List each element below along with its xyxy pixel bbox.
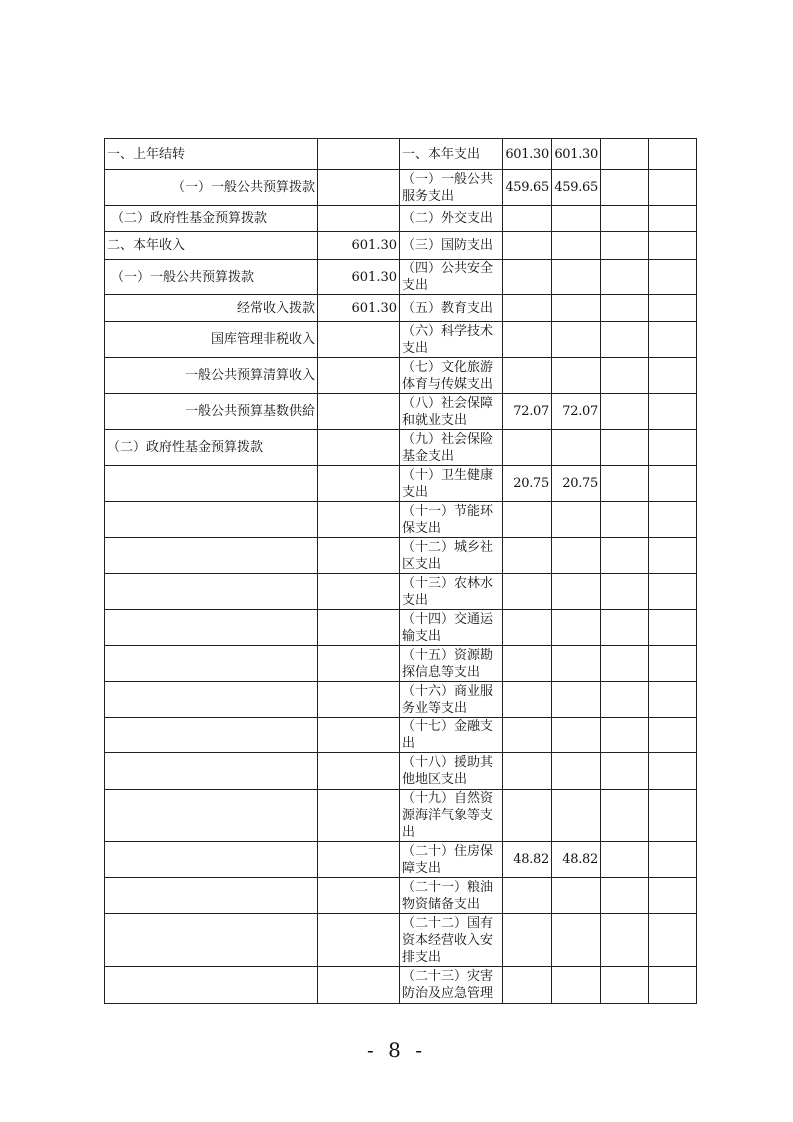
other-cell bbox=[649, 358, 697, 394]
other-cell bbox=[649, 322, 697, 358]
fund-budget-cell bbox=[601, 358, 649, 394]
income-amount-cell bbox=[318, 206, 400, 232]
general-budget-cell bbox=[552, 502, 601, 538]
general-budget-cell: 48.82 bbox=[552, 842, 601, 878]
income-amount-cell bbox=[318, 842, 400, 878]
expense-item-cell: （十四）交通运输支出 bbox=[400, 610, 503, 646]
table-row bbox=[105, 574, 697, 610]
other-cell bbox=[649, 206, 697, 232]
income-amount-cell bbox=[318, 170, 400, 206]
page-number: - 8 - bbox=[367, 1038, 426, 1062]
income-amount-cell bbox=[318, 610, 400, 646]
income-amount-cell bbox=[318, 322, 400, 358]
fund-budget-cell bbox=[601, 466, 649, 502]
fund-budget-cell bbox=[601, 610, 649, 646]
fund-budget-cell bbox=[601, 430, 649, 466]
other-cell bbox=[649, 842, 697, 878]
income-item-cell: 经常收入拨款 bbox=[105, 295, 318, 322]
general-budget-cell: 20.75 bbox=[552, 466, 601, 502]
income-item-cell: 一般公共预算清算收入 bbox=[105, 358, 318, 394]
general-budget-cell bbox=[552, 322, 601, 358]
table-row bbox=[105, 322, 697, 358]
expense-total-cell bbox=[503, 718, 552, 753]
income-item-cell: 国库管理非税收入 bbox=[105, 322, 318, 358]
expense-item-cell: 一、本年支出 bbox=[400, 139, 503, 170]
income-amount-cell bbox=[318, 878, 400, 914]
general-budget-cell bbox=[552, 753, 601, 790]
other-cell bbox=[649, 914, 697, 967]
table-row bbox=[105, 967, 697, 1004]
general-budget-cell: 601.30 bbox=[552, 139, 601, 170]
expense-item-cell: （二十三）灾害防治及应急管理 bbox=[400, 967, 503, 1004]
income-amount-cell bbox=[318, 358, 400, 394]
expense-total-cell bbox=[503, 574, 552, 610]
fund-budget-cell bbox=[601, 502, 649, 538]
income-item-cell bbox=[105, 914, 318, 967]
expense-total-cell bbox=[503, 206, 552, 232]
fund-budget-cell bbox=[601, 394, 649, 430]
fund-budget-cell bbox=[601, 646, 649, 682]
general-budget-cell bbox=[552, 538, 601, 574]
table-row bbox=[105, 610, 697, 646]
expense-item-cell: （二十二）国有资本经营收入安排支出 bbox=[400, 914, 503, 967]
income-amount-cell: 601.30 bbox=[318, 260, 400, 295]
expense-total-cell bbox=[503, 295, 552, 322]
table-row bbox=[105, 139, 697, 170]
income-amount-cell bbox=[318, 394, 400, 430]
expense-item-cell: （十二）城乡社区支出 bbox=[400, 538, 503, 574]
expense-item-cell: （八）社会保障和就业支出 bbox=[400, 394, 503, 430]
income-item-cell bbox=[105, 610, 318, 646]
expense-item-cell: （十）卫生健康支出 bbox=[400, 466, 503, 502]
expense-item-cell: （十六）商业服务业等支出 bbox=[400, 682, 503, 718]
fund-budget-cell bbox=[601, 842, 649, 878]
expense-item-cell: （四）公共安全支出 bbox=[400, 260, 503, 295]
table-row bbox=[105, 790, 697, 842]
income-item-cell bbox=[105, 718, 318, 753]
other-cell bbox=[649, 170, 697, 206]
income-item-cell: （二）政府性基金预算拨款 bbox=[105, 206, 318, 232]
income-amount-cell bbox=[318, 646, 400, 682]
income-item-cell bbox=[105, 682, 318, 718]
income-amount-cell bbox=[318, 682, 400, 718]
income-amount-cell bbox=[318, 430, 400, 466]
general-budget-cell bbox=[552, 718, 601, 753]
income-item-cell: （一）一般公共预算拨款 bbox=[105, 260, 318, 295]
other-cell bbox=[649, 646, 697, 682]
table-row bbox=[105, 753, 697, 790]
expense-total-cell bbox=[503, 538, 552, 574]
other-cell bbox=[649, 682, 697, 718]
expense-total-cell: 72.07 bbox=[503, 394, 552, 430]
budget-table-body bbox=[105, 139, 697, 1004]
general-budget-cell: 459.65 bbox=[552, 170, 601, 206]
income-item-cell bbox=[105, 502, 318, 538]
fund-budget-cell bbox=[601, 260, 649, 295]
expense-total-cell bbox=[503, 682, 552, 718]
table-row bbox=[105, 430, 697, 466]
table-row bbox=[105, 538, 697, 574]
table-row bbox=[105, 914, 697, 967]
expense-total-cell bbox=[503, 914, 552, 967]
table-row bbox=[105, 466, 697, 502]
income-item-cell bbox=[105, 466, 318, 502]
fund-budget-cell bbox=[601, 139, 649, 170]
other-cell bbox=[649, 295, 697, 322]
expense-item-cell: （七）文化旅游体育与传媒支出 bbox=[400, 358, 503, 394]
general-budget-cell bbox=[552, 260, 601, 295]
fund-budget-cell bbox=[601, 574, 649, 610]
income-amount-cell bbox=[318, 790, 400, 842]
expense-total-cell: 48.82 bbox=[503, 842, 552, 878]
expense-item-cell: （九）社会保险基金支出 bbox=[400, 430, 503, 466]
budget-table bbox=[104, 138, 697, 1004]
fund-budget-cell bbox=[601, 322, 649, 358]
income-amount-cell: 601.30 bbox=[318, 295, 400, 322]
general-budget-cell bbox=[552, 610, 601, 646]
expense-total-cell: 601.30 bbox=[503, 139, 552, 170]
expense-item-cell: （二）外交支出 bbox=[400, 206, 503, 232]
income-item-cell bbox=[105, 646, 318, 682]
other-cell bbox=[649, 502, 697, 538]
table-row bbox=[105, 260, 697, 295]
expense-total-cell: 20.75 bbox=[503, 466, 552, 502]
income-amount-cell bbox=[318, 967, 400, 1004]
income-amount-cell bbox=[318, 914, 400, 967]
income-amount-cell bbox=[318, 502, 400, 538]
table-row bbox=[105, 295, 697, 322]
other-cell bbox=[649, 574, 697, 610]
other-cell bbox=[649, 790, 697, 842]
general-budget-cell bbox=[552, 206, 601, 232]
expense-total-cell bbox=[503, 790, 552, 842]
expense-total-cell bbox=[503, 232, 552, 260]
expense-item-cell: （十三）农林水支出 bbox=[400, 574, 503, 610]
table-row bbox=[105, 718, 697, 753]
income-item-cell: 一般公共预算基数供給 bbox=[105, 394, 318, 430]
other-cell bbox=[649, 232, 697, 260]
general-budget-cell bbox=[552, 646, 601, 682]
fund-budget-cell bbox=[601, 170, 649, 206]
table-row bbox=[105, 232, 697, 260]
expense-total-cell bbox=[503, 753, 552, 790]
expense-total-cell bbox=[503, 322, 552, 358]
expense-item-cell: （六）科学技术支出 bbox=[400, 322, 503, 358]
table-row bbox=[105, 170, 697, 206]
income-amount-cell bbox=[318, 538, 400, 574]
general-budget-cell bbox=[552, 574, 601, 610]
table-row bbox=[105, 394, 697, 430]
fund-budget-cell bbox=[601, 967, 649, 1004]
income-item-cell bbox=[105, 967, 318, 1004]
expense-total-cell bbox=[503, 646, 552, 682]
income-amount-cell bbox=[318, 753, 400, 790]
expense-item-cell: （三）国防支出 bbox=[400, 232, 503, 260]
general-budget-cell bbox=[552, 430, 601, 466]
income-item-cell bbox=[105, 790, 318, 842]
expense-item-cell: （二十一）粮油物资储备支出 bbox=[400, 878, 503, 914]
general-budget-cell bbox=[552, 790, 601, 842]
expense-total-cell bbox=[503, 358, 552, 394]
other-cell bbox=[649, 260, 697, 295]
general-budget-cell bbox=[552, 967, 601, 1004]
general-budget-cell bbox=[552, 295, 601, 322]
other-cell bbox=[649, 718, 697, 753]
general-budget-cell bbox=[552, 682, 601, 718]
expense-item-cell: （十八）援助其他地区支出 bbox=[400, 753, 503, 790]
general-budget-cell: 72.07 bbox=[552, 394, 601, 430]
expense-item-cell: （一）一般公共服务支出 bbox=[400, 170, 503, 206]
other-cell bbox=[649, 139, 697, 170]
expense-total-cell bbox=[503, 878, 552, 914]
income-amount-cell bbox=[318, 139, 400, 170]
income-item-cell bbox=[105, 878, 318, 914]
income-item-cell bbox=[105, 574, 318, 610]
income-item-cell: 一、上年结转 bbox=[105, 139, 318, 170]
fund-budget-cell bbox=[601, 718, 649, 753]
other-cell bbox=[649, 753, 697, 790]
general-budget-cell bbox=[552, 232, 601, 260]
general-budget-cell bbox=[552, 358, 601, 394]
income-item-cell: 二、本年收入 bbox=[105, 232, 318, 260]
table-row bbox=[105, 842, 697, 878]
fund-budget-cell bbox=[601, 790, 649, 842]
table-row bbox=[105, 682, 697, 718]
expense-total-cell bbox=[503, 967, 552, 1004]
other-cell bbox=[649, 538, 697, 574]
expense-total-cell bbox=[503, 260, 552, 295]
table-row bbox=[105, 206, 697, 232]
fund-budget-cell bbox=[601, 682, 649, 718]
expense-item-cell: （五）教育支出 bbox=[400, 295, 503, 322]
expense-item-cell: （十一）节能环保支出 bbox=[400, 502, 503, 538]
fund-budget-cell bbox=[601, 206, 649, 232]
income-amount-cell bbox=[318, 466, 400, 502]
income-item-cell bbox=[105, 753, 318, 790]
income-item-cell bbox=[105, 538, 318, 574]
income-amount-cell bbox=[318, 574, 400, 610]
other-cell bbox=[649, 878, 697, 914]
fund-budget-cell bbox=[601, 232, 649, 260]
income-item-cell: （一）一般公共预算拨款 bbox=[105, 170, 318, 206]
expense-total-cell bbox=[503, 502, 552, 538]
table-row bbox=[105, 646, 697, 682]
expense-item-cell: （十七）金融支出 bbox=[400, 718, 503, 753]
fund-budget-cell bbox=[601, 914, 649, 967]
other-cell bbox=[649, 394, 697, 430]
general-budget-cell bbox=[552, 878, 601, 914]
expense-total-cell: 459.65 bbox=[503, 170, 552, 206]
income-item-cell bbox=[105, 842, 318, 878]
table-row bbox=[105, 502, 697, 538]
other-cell bbox=[649, 610, 697, 646]
expense-total-cell bbox=[503, 430, 552, 466]
table-row bbox=[105, 878, 697, 914]
income-amount-cell: 601.30 bbox=[318, 232, 400, 260]
table-row bbox=[105, 358, 697, 394]
general-budget-cell bbox=[552, 914, 601, 967]
fund-budget-cell bbox=[601, 295, 649, 322]
income-item-cell: （二）政府性基金预算拨款 bbox=[105, 430, 318, 466]
expense-item-cell: （十九）自然资源海洋气象等支出 bbox=[400, 790, 503, 842]
other-cell bbox=[649, 466, 697, 502]
fund-budget-cell bbox=[601, 753, 649, 790]
income-amount-cell bbox=[318, 718, 400, 753]
expense-item-cell: （二十）住房保障支出 bbox=[400, 842, 503, 878]
other-cell bbox=[649, 967, 697, 1004]
expense-total-cell bbox=[503, 610, 552, 646]
expense-item-cell: （十五）资源勘探信息等支出 bbox=[400, 646, 503, 682]
fund-budget-cell bbox=[601, 878, 649, 914]
fund-budget-cell bbox=[601, 538, 649, 574]
other-cell bbox=[649, 430, 697, 466]
